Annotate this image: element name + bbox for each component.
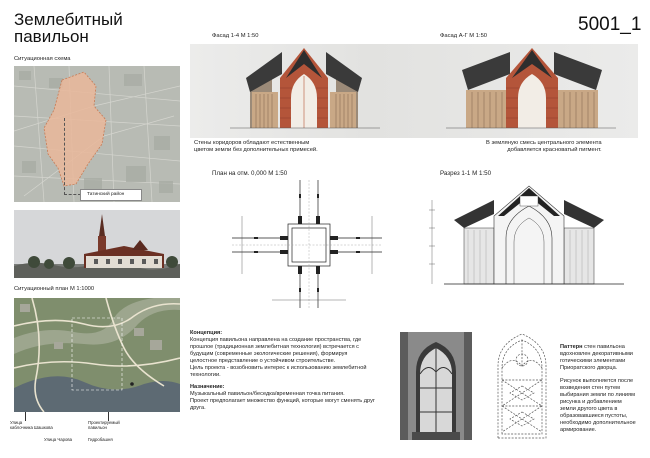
street-left-label: Улица каблочника Шашкова — [10, 420, 53, 430]
facade-1-label: Фасад 1-4 М 1:50 — [212, 33, 259, 39]
situation-scheme-map — [14, 66, 180, 202]
hydro-tower-label: Гидробашня — [88, 437, 113, 442]
purpose-body: Музыкальный павильон/беседка/временная точка питания. Проект предполагает множество функций, которые могут сменять друг друга. — [190, 391, 375, 411]
district-callout — [80, 189, 142, 201]
pattern-heading: Паттерн — [560, 344, 583, 350]
pattern-block — [560, 344, 638, 434]
facade-note-left: Стены коридоров обладают естественным цветом земли без дополнительных примесей. — [194, 140, 318, 153]
context-photo — [14, 210, 180, 278]
pattern-body-2: Рисунок выполняется после возведения стен путем выбирания земли по линиям рисунка и добавлением земли другого цвета в образовавшиеся пустоты, необходимо дополнительное армирование. — [560, 378, 636, 433]
section-drawing — [424, 180, 634, 292]
facade-note-right: В земляную смесь центрального элемента добавляется красноватый пигмент. — [486, 140, 602, 153]
pattern-drawing — [496, 332, 548, 440]
facade-1-drawing — [230, 48, 380, 128]
street-bottom-label: Улица Чарова — [44, 437, 73, 442]
situation-plan-label: Ситуационный план М 1:1000 — [14, 286, 95, 292]
plan-label: План на отм. 0,000 М 1:50 — [212, 170, 288, 177]
pattern-body-1: стен павильона вдохновлен декоративными готическими элементами Приоратского дворца. — [560, 344, 633, 371]
purpose-heading: Назначение: — [190, 384, 225, 390]
leader-line-pavilion — [108, 412, 109, 421]
concept-block — [190, 330, 376, 412]
facade-2-drawing — [446, 48, 616, 128]
pavilion-map-label: Проектируемый павильон — [88, 420, 120, 430]
plan-drawing — [232, 180, 382, 308]
district-label: Татинский район — [87, 192, 125, 197]
window-photo — [400, 332, 472, 440]
concept-body: Концепция павильона направлена на создание пространства, где прошлое (традиционная землебитная технология) встречается с будущим (современные экологические решения), формируя целостное представление о устойчивом строительстве. Цель проекта - возобновить интерес к использованию землебитной технологии. — [190, 337, 367, 378]
leader-line-street — [25, 412, 26, 421]
situation-scheme-label: Ситуационная схема — [14, 56, 71, 62]
title-line-1: Землебитный — [14, 10, 123, 29]
title-line-2: павильон — [14, 27, 89, 46]
sheet-number: 5001_1 — [578, 14, 642, 35]
section-label: Разрез 1-1 М 1:50 — [440, 170, 492, 177]
page-title — [14, 11, 123, 45]
facade-2-label: Фасад А-Г М 1:50 — [440, 33, 488, 39]
facade-strip — [190, 44, 638, 138]
concept-heading: Концепция: — [190, 330, 223, 336]
district-leader-line — [64, 118, 81, 195]
situation-plan-map — [14, 298, 180, 412]
